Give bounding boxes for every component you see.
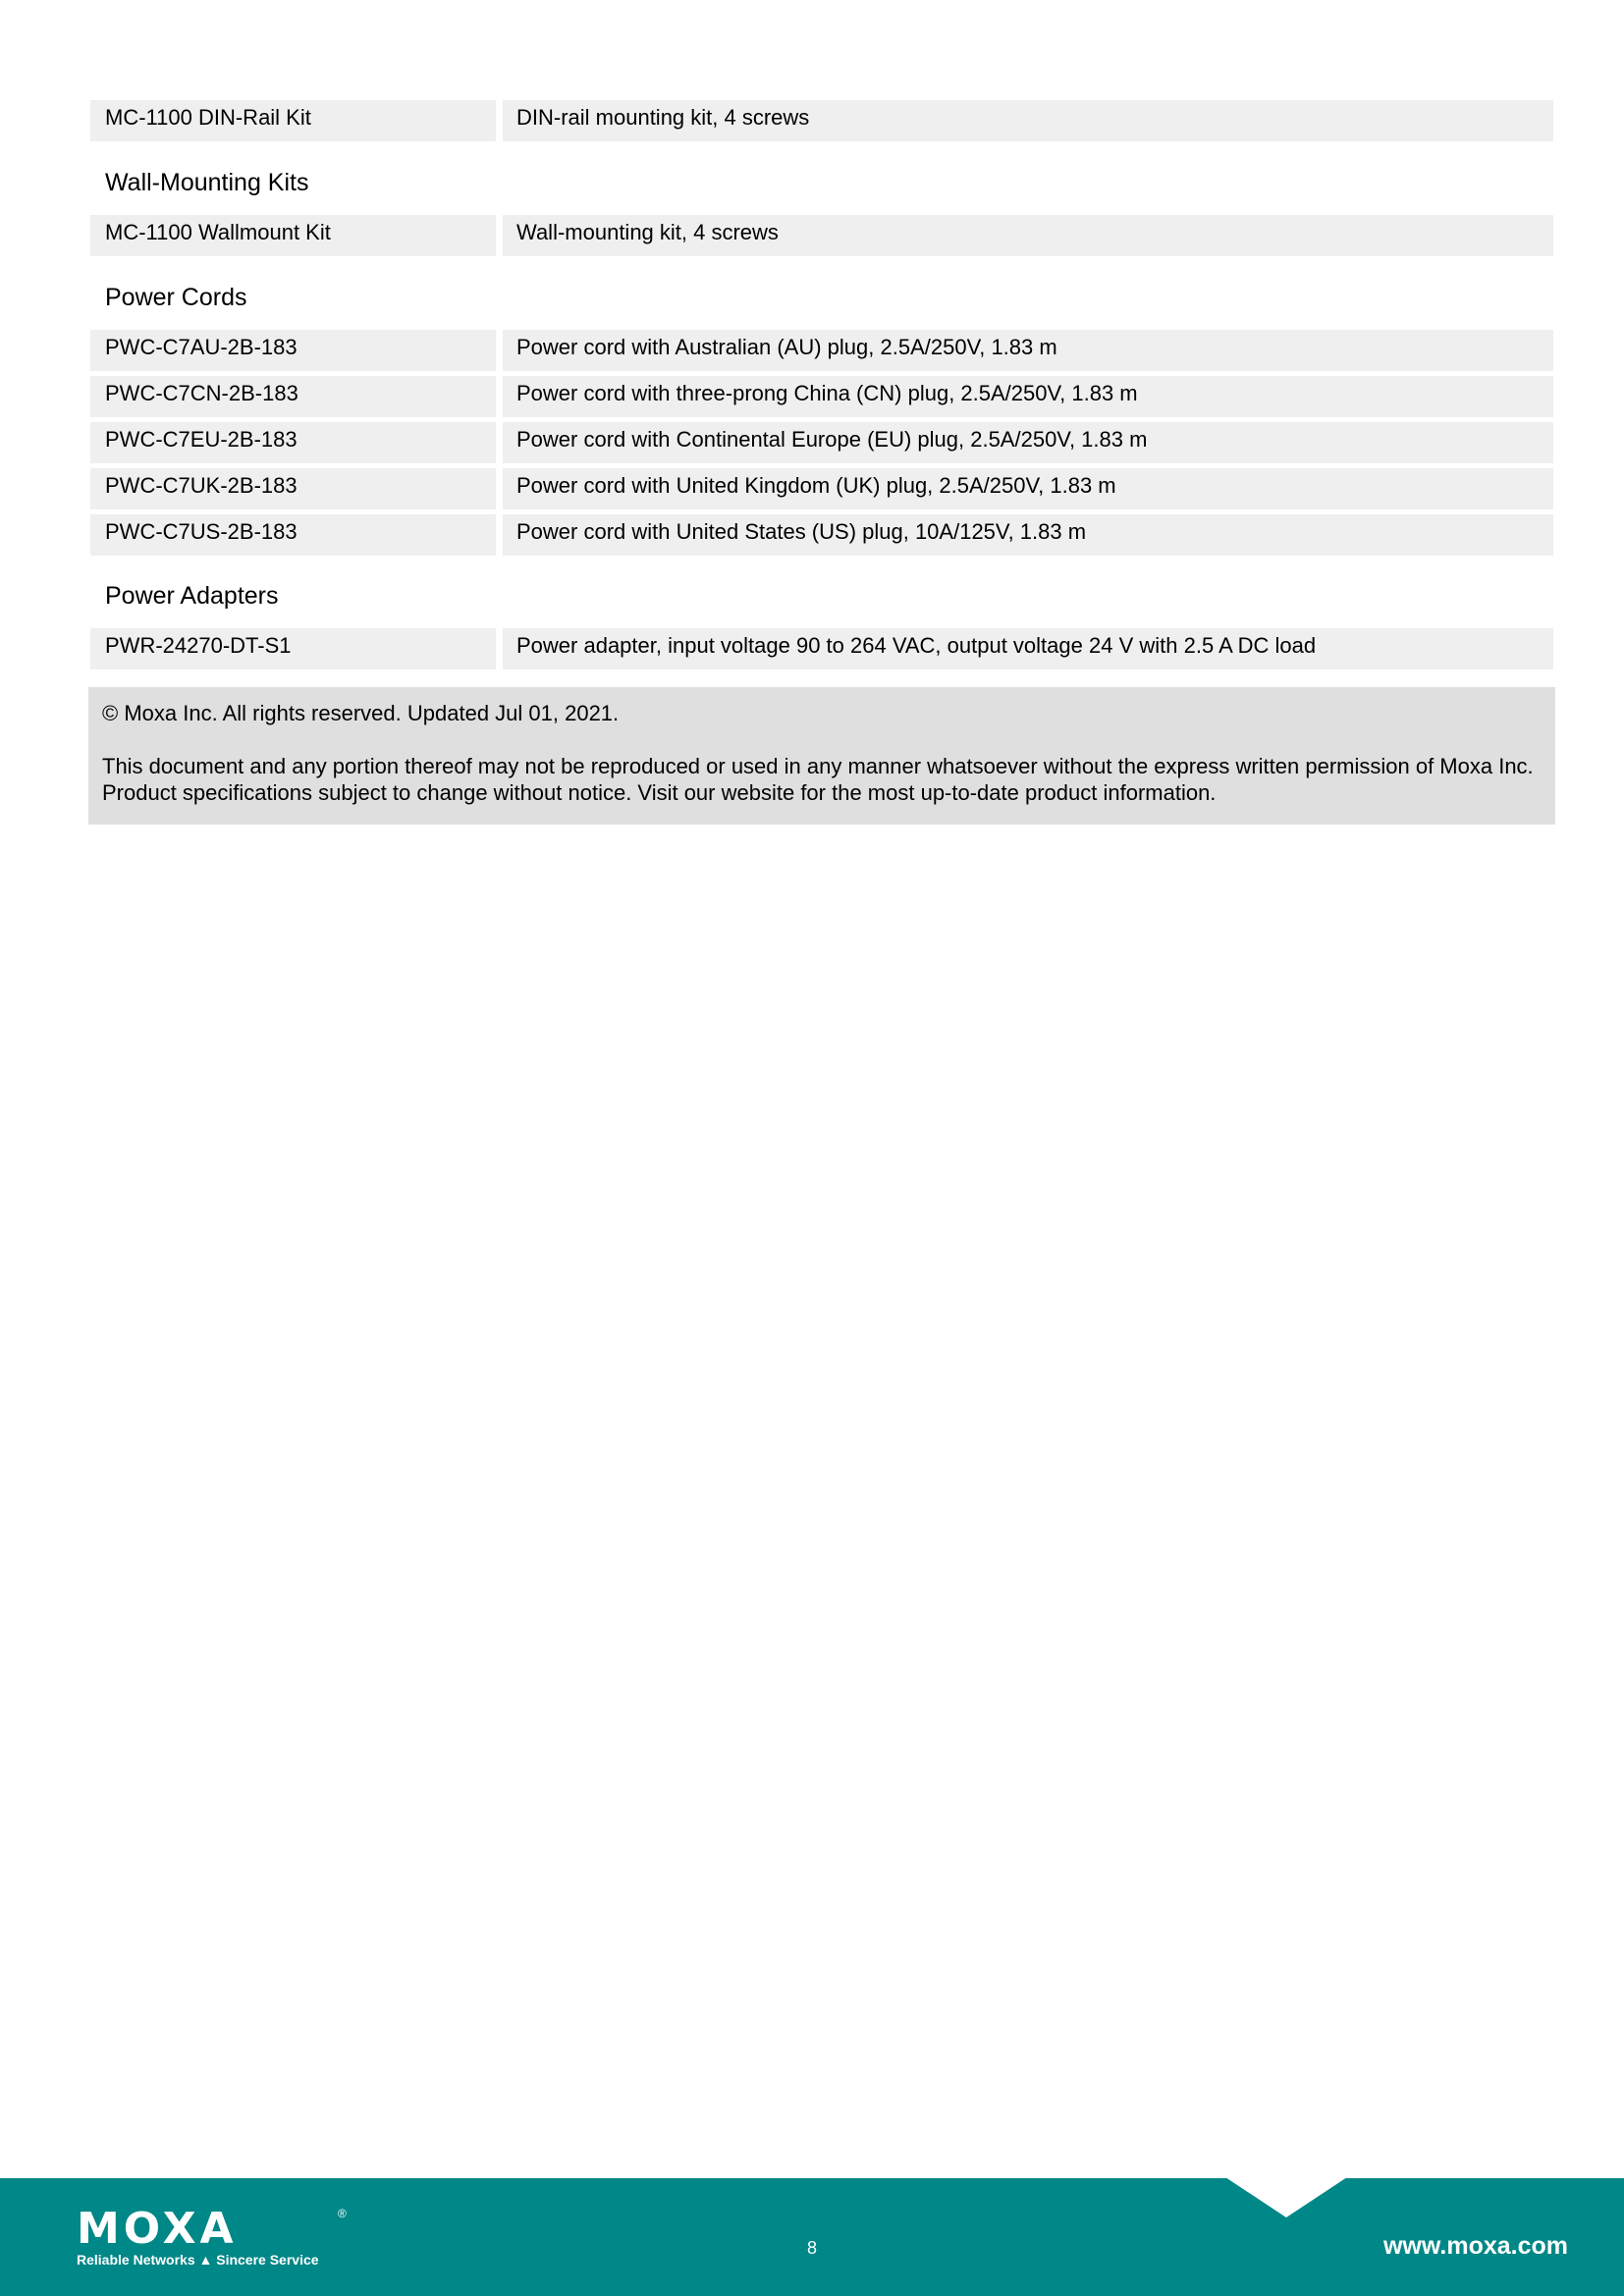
table-row — [90, 330, 1553, 371]
page-footer — [0, 2178, 1624, 2296]
table-row — [90, 422, 1553, 463]
moxa-logo — [77, 2204, 347, 2268]
description-cell: Power cord with Australian (AU) plug, 2.5A/250V, 1.83 m — [503, 330, 1553, 371]
footer-notch-decoration — [1225, 2177, 1347, 2217]
legal-notice-box — [88, 687, 1555, 825]
logo-wordmark: MOXA — [77, 2204, 238, 2254]
copyright-text: © Moxa Inc. All rights reserved. Updated Jul 01, 2021. — [102, 701, 620, 725]
table-row — [90, 100, 1553, 141]
description-cell: DIN-rail mounting kit, 4 screws — [503, 100, 1553, 141]
model-cell: PWC-C7CN-2B-183 — [90, 376, 496, 417]
description-cell: Power cord with United Kingdom (UK) plug, 2.5A/250V, 1.83 m — [503, 468, 1553, 509]
section-heading-power-adapters: Power Adapters — [105, 582, 279, 610]
website-link[interactable]: www.moxa.com — [1382, 2232, 1568, 2260]
registered-mark: ® — [338, 2207, 347, 2220]
disclaimer-text: This document and any portion thereof may not be reproduced or used in any manner whatsoever without the express written permission of Moxa Inc. Product specifications subject to change without notice. Visit our website for the most up-to-date product information. — [102, 754, 1534, 805]
section-heading-wall-mounting: Wall-Mounting Kits — [105, 169, 309, 196]
model-cell: MC-1100 Wallmount Kit — [90, 215, 496, 256]
table-row — [90, 628, 1553, 669]
section-heading-power-cords: Power Cords — [105, 284, 247, 311]
description-cell: Wall-mounting kit, 4 screws — [503, 215, 1553, 256]
model-cell: PWC-C7US-2B-183 — [90, 514, 496, 556]
description-cell: Power cord with United States (US) plug, 10A/125V, 1.83 m — [503, 514, 1553, 556]
description-cell: Power cord with Continental Europe (EU) plug, 2.5A/250V, 1.83 m — [503, 422, 1553, 463]
description-cell: Power adapter, input voltage 90 to 264 VAC, output voltage 24 V with 2.5 A DC load — [503, 628, 1553, 669]
model-cell: MC-1100 DIN-Rail Kit — [90, 100, 496, 141]
model-cell: PWC-C7EU-2B-183 — [90, 422, 496, 463]
logo-tagline: Reliable Networks ▲ Sincere Service — [77, 2252, 319, 2268]
model-cell: PWC-C7UK-2B-183 — [90, 468, 496, 509]
description-cell: Power cord with three-prong China (CN) plug, 2.5A/250V, 1.83 m — [503, 376, 1553, 417]
table-row — [90, 215, 1553, 256]
table-row — [90, 468, 1553, 509]
table-row — [90, 376, 1553, 417]
table-row — [90, 514, 1553, 556]
model-cell: PWC-C7AU-2B-183 — [90, 330, 496, 371]
page-number: 8 — [806, 2238, 817, 2258]
model-cell: PWR-24270-DT-S1 — [90, 628, 496, 669]
